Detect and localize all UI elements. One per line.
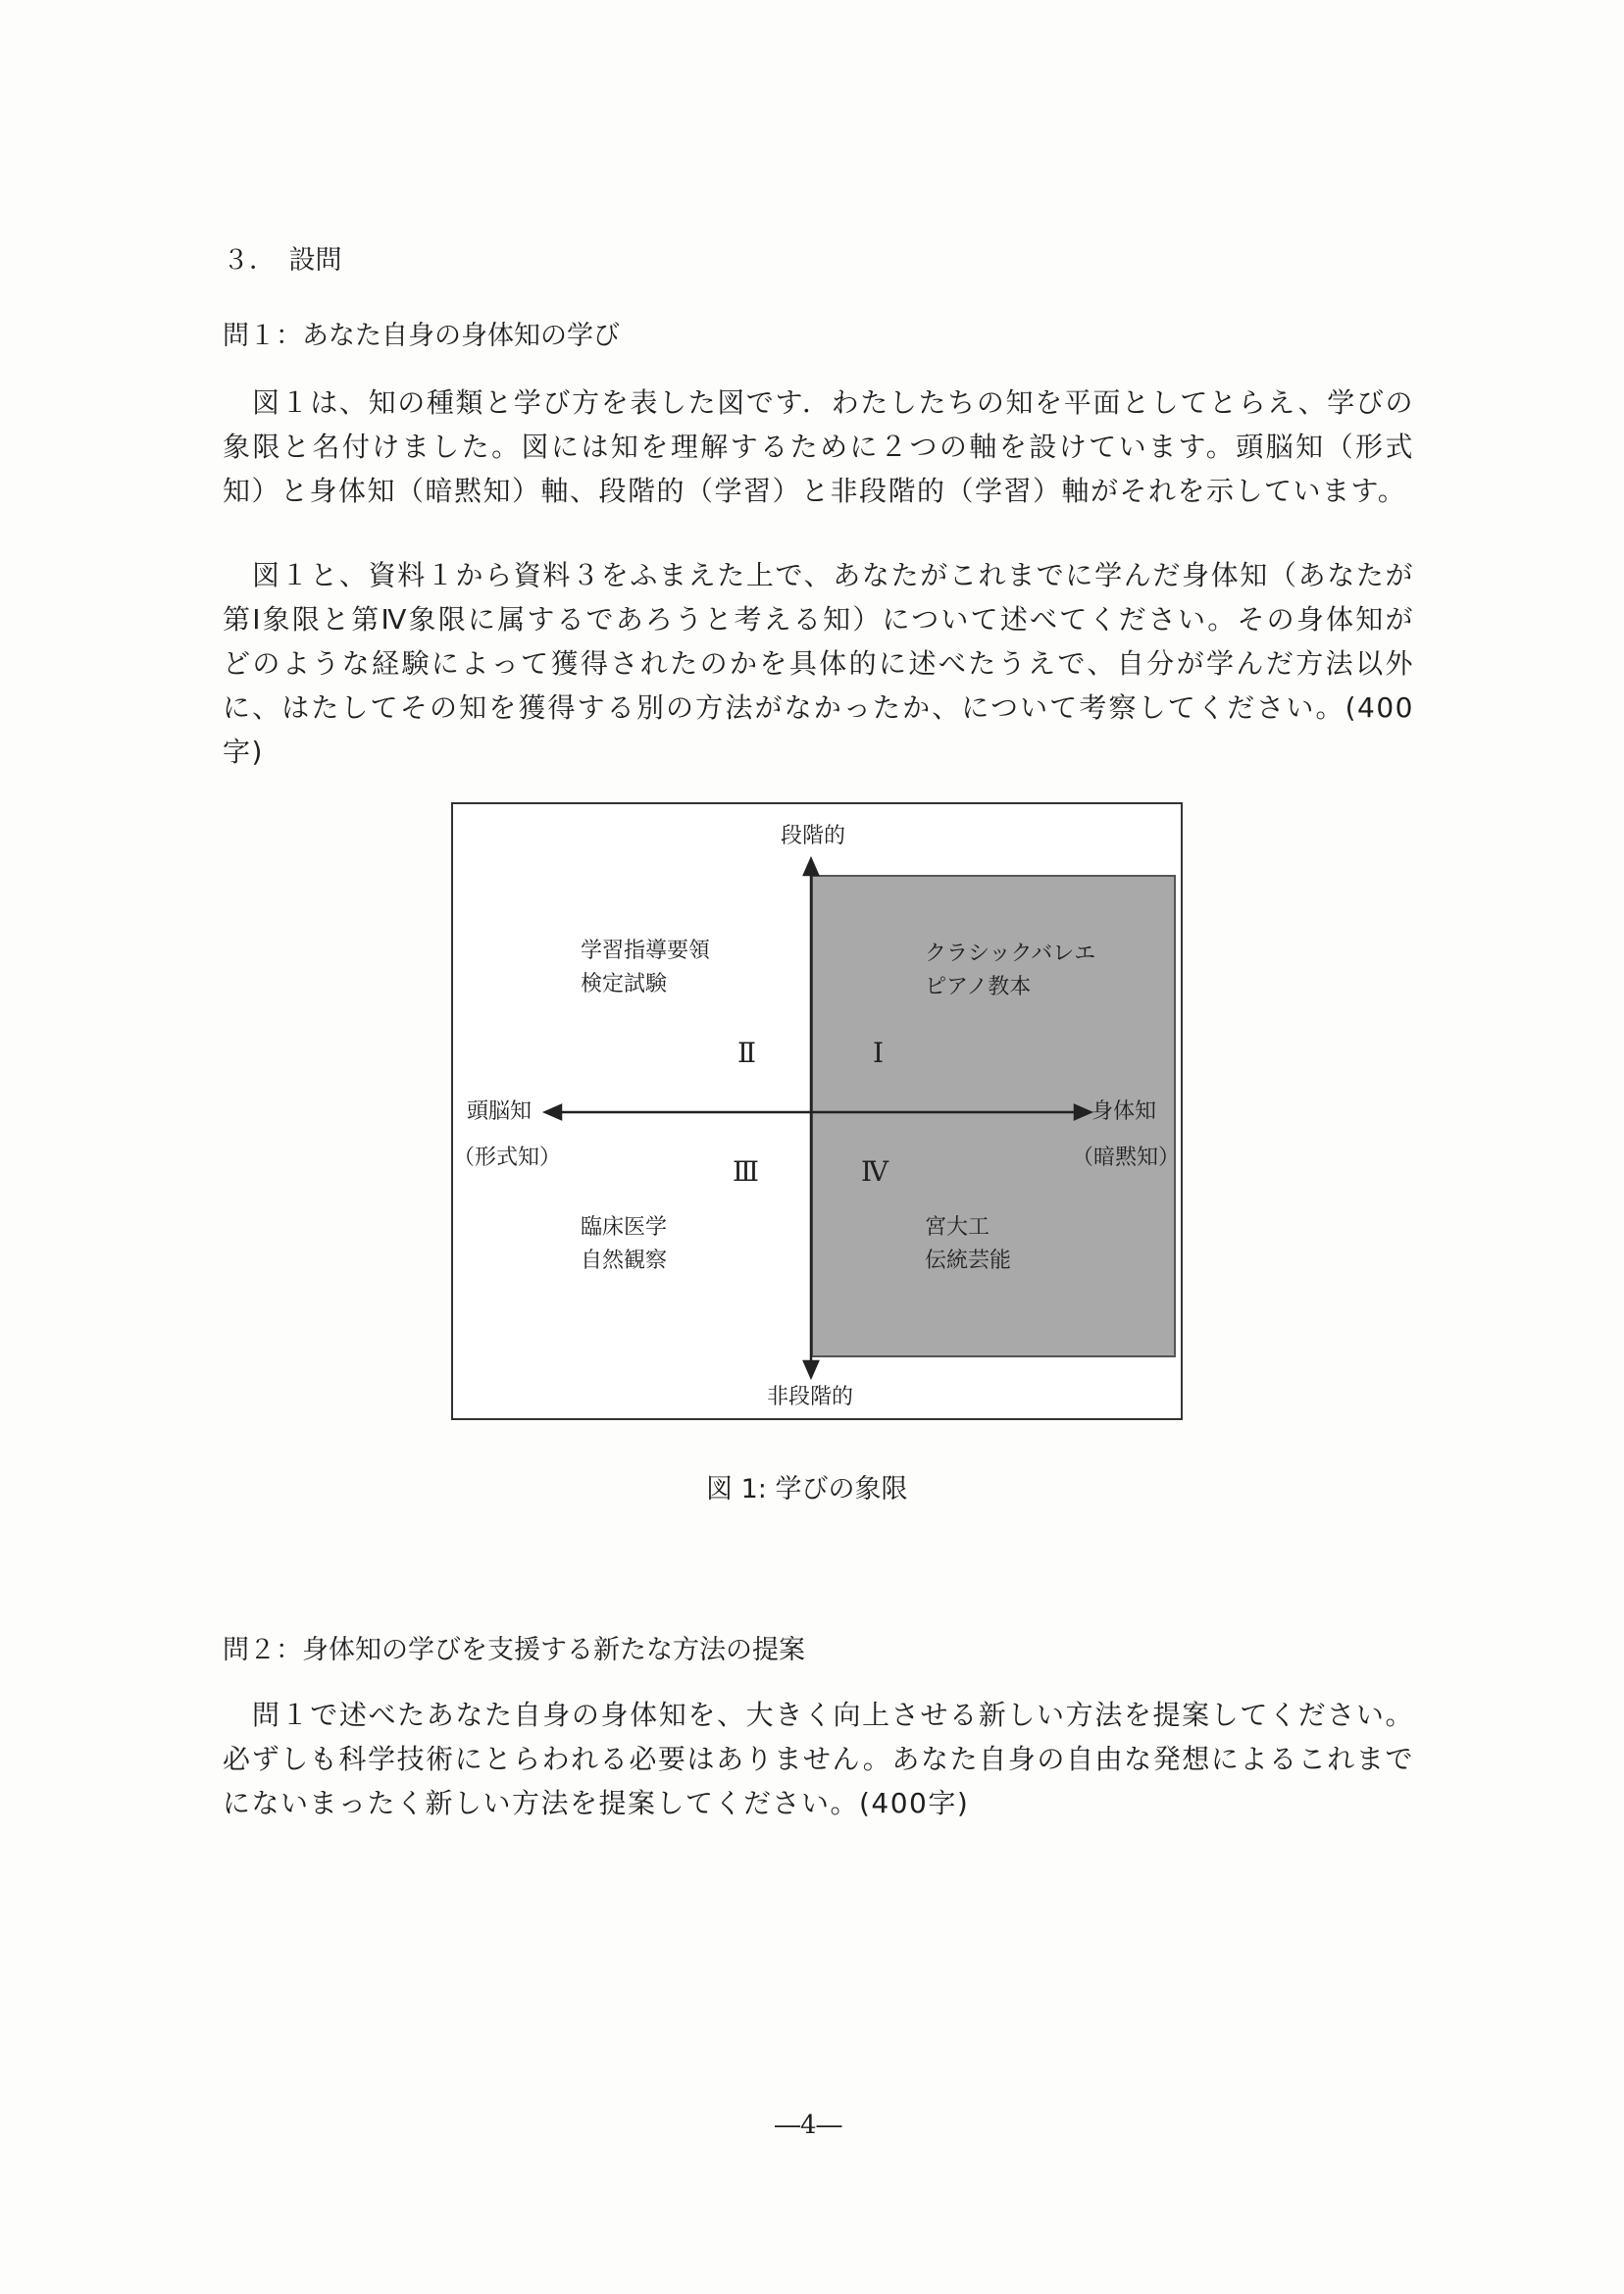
axis-label-bottom: 非段階的 — [767, 1385, 854, 1409]
quadrant-4-item: 宮大工 — [925, 1215, 990, 1240]
quadrant-4-label: Ⅳ — [861, 1155, 888, 1188]
quadrant-1-item: クラシックバレエ — [925, 942, 1096, 966]
question-1-title: 問１：あなた自身の身体知の学び — [223, 321, 620, 351]
axis-label-right: 身体知 — [1091, 1099, 1157, 1124]
axis-label-top: 段階的 — [781, 824, 846, 848]
quadrant-2-item: 学習指導要領 — [581, 939, 711, 963]
axis-arrow-left — [545, 1105, 561, 1119]
vertical-axis — [804, 859, 818, 1377]
figure-caption: 図 1: 学びの象限 — [706, 1474, 908, 1504]
axis-label-left-sub: （形式知） — [453, 1146, 562, 1170]
quadrant-2-item: 検定試験 — [581, 972, 668, 996]
quadrant-4-items — [925, 1211, 1011, 1278]
quadrant-3-item: 自然観察 — [581, 1249, 668, 1273]
quadrant-2-items — [581, 935, 710, 1001]
axis-arrow-down — [804, 1361, 818, 1377]
quadrant-4-item: 伝統芸能 — [925, 1249, 1012, 1273]
axis-label-right-sub: （暗黙知） — [1072, 1146, 1181, 1170]
quadrant-3-item: 臨床医学 — [581, 1215, 668, 1240]
page-number: ―4― — [775, 2111, 842, 2140]
axis-arrow-right — [1075, 1105, 1091, 1119]
horizontal-axis — [545, 1105, 1091, 1119]
axis-label-left: 頭脳知 — [467, 1099, 533, 1124]
question-2-paragraph: 問１で述べたあなた自身の身体知を、大きく向上させる新しい方法を提案してください。必ずしも科学技術にとらわれる必要はありません。あなた自身の自由な発想によるこれまでにないまったく新しい方法を提案してください。(400字) — [223, 1699, 1414, 1819]
question-2-title: 問２：身体知の学びを支援する新たな方法の提案 — [223, 1635, 805, 1665]
axis-arrow-up — [804, 859, 818, 875]
quadrant-3-label: Ⅲ — [733, 1155, 760, 1188]
quadrant-1-label: Ⅰ — [873, 1037, 885, 1069]
question-1-paragraph-1: 図１は、知の種類と学び方を表した図です．わたしたちの知を平面としてとらえ、学びの象限と名付けました。図には知を理解するために２つの軸を設けています。頭脳知（形式知）と身体知（暗黙知）軸、段階的（学習）と非段階的（学習）軸がそれを示しています。 — [223, 386, 1414, 507]
section-heading: ３． 設問 — [223, 245, 342, 276]
quadrant-1-item: ピアノ教本 — [925, 975, 1032, 999]
quadrant-2-label: Ⅱ — [737, 1037, 757, 1069]
quadrant-1-items — [925, 938, 1095, 1004]
question-1-paragraph-2: 図１と、資料１から資料３をふまえた上で、あなたがこれまでに学んだ身体知（あなたが第Ⅰ象限と第Ⅳ象限に属するであろうと考える知）について述べてください。その身体知がどのような経験によって獲得されたのかを具体的に述べたうえで、自分が学んだ方法以外に、はたしてその知を獲得する別の方法がなかったか、について考察してください。(400字) — [223, 559, 1414, 768]
quadrant-3-items — [581, 1211, 667, 1278]
